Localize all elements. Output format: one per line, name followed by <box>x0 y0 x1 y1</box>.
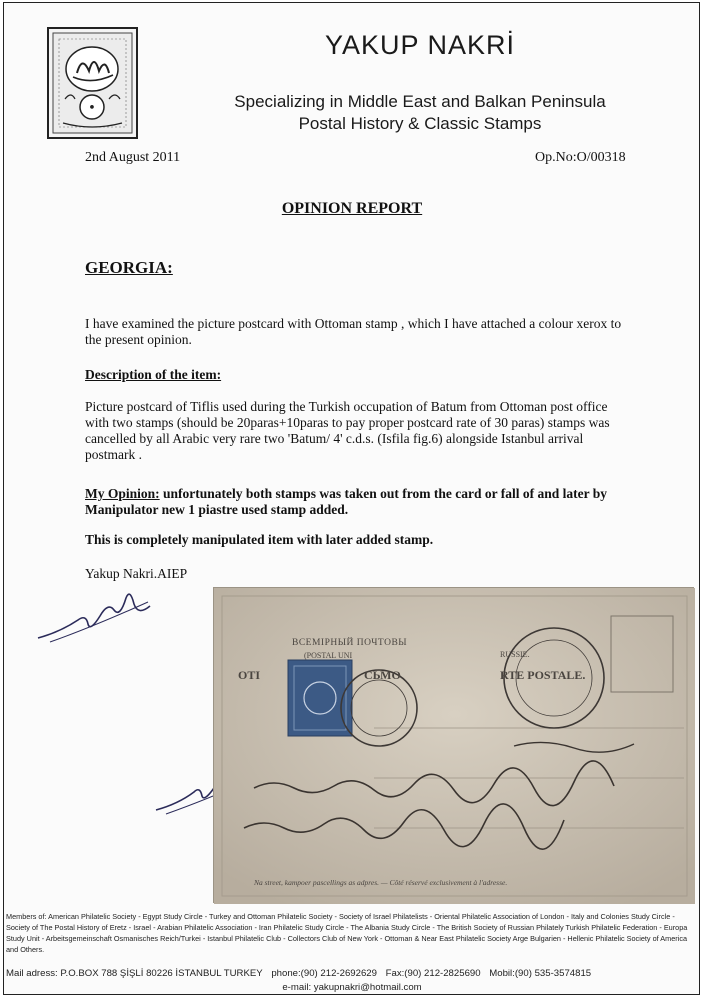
postcard-header-left: OTI <box>238 668 261 682</box>
opinion-text: unfortunately both stamps was taken out from the card or fall of and later by Manipulator new 1 piastre used stamp added. <box>85 486 608 517</box>
phone-number: phone:(90) 212-2692629 <box>271 968 377 979</box>
signature-name: Yakup Nakri.AIEP <box>85 566 188 581</box>
firm-name: YAKUP NAKRİ <box>324 30 516 60</box>
opinion-number: Op.No:O/00318 <box>535 150 626 165</box>
memberships-footer: Members of: American Philatelic Society - Egypt Study Circle - Turkey and Ottoman Philatelic Society - Society of Israel Philatelists - Oriental Philatelic Association of London - Italy and Colonies Study Circle - Society of The Postal History of Eretz - Israel - Arabian Philatelic Association - Iran Philatelic Study Circle - The Albania Study Circle - The British Society of Russian Philately Turkish Philatelic Federation - Europa Study Unit - Arbeitsgemeinschaft Osmanisches Reich/Turkei - Istanbul Philatelic Club - Collectors Club of New York - Ottoman & Near East Philatelic Society Arge Bulgarien - Hellenic Philatelic Society of America and Others. <box>6 912 688 954</box>
postcard-image <box>213 587 694 903</box>
mobile-number: Mobil:(90) 535-3574815 <box>489 968 592 979</box>
tagline-postal-history: Postal History & Classic Stamps <box>298 114 542 133</box>
description-heading: Description of the item: <box>85 367 222 382</box>
contact-footer <box>6 968 698 979</box>
fax-number: Fax:(90) 212-2825690 <box>385 968 481 979</box>
description-paragraph: Picture postcard of Tiflis used during the Turkish occupation of Batum from Ottoman post office with two stamps (should be 20paras+10paras to pay proper postcard rate of 30 paras) stamps was cancelled by all Arabic very rare two 'Batum/ 4' c.d.s. (Isfila fig.6) alongside Istanbul arrival postmark . <box>85 399 610 462</box>
intro-paragraph: I have examined the picture postcard with Ottoman stamp , which I have attached a colour xerox to the present opinion. <box>85 316 622 347</box>
postcard-side-label: RUSSIE. <box>500 650 530 659</box>
country-heading: GEORGIA: <box>85 258 173 277</box>
manipulation-note: This is completely manipulated item with later added stamp. <box>85 532 434 547</box>
opinion-paragraph <box>85 486 630 518</box>
svg-text:•: • <box>88 101 96 116</box>
postcard-bottom-caption: Na street, kampoer pascellings as adpres. — Côté réservé exclusivement à l'adresse. <box>254 878 508 887</box>
postcard-header-line-2: (POSTAL UNI <box>304 651 353 660</box>
postcard-header-right: RTE POSTALE. <box>500 668 586 682</box>
postcard-header-line-1: ВСЕМIРНЫЙ ПОЧТОВЫ <box>292 638 408 648</box>
mail-address: Mail adress: P.O.BOX 788 ŞİŞLİ 80226 İSTANBUL TURKEY <box>6 968 263 979</box>
handwritten-signature-1 <box>30 580 160 650</box>
tagline-specialization: Specializing in Middle East and Balkan Peninsula <box>234 92 606 111</box>
email-address: e-mail: yakupnakri@hotmail.com <box>282 982 422 993</box>
opinion-label: My Opinion: <box>85 486 160 501</box>
postcard-header-mid: CЬМО <box>364 668 401 682</box>
tughra-stamp-logo <box>47 27 138 139</box>
report-title: OPINION REPORT <box>281 200 423 217</box>
report-date: 2nd August 2011 <box>85 150 181 165</box>
